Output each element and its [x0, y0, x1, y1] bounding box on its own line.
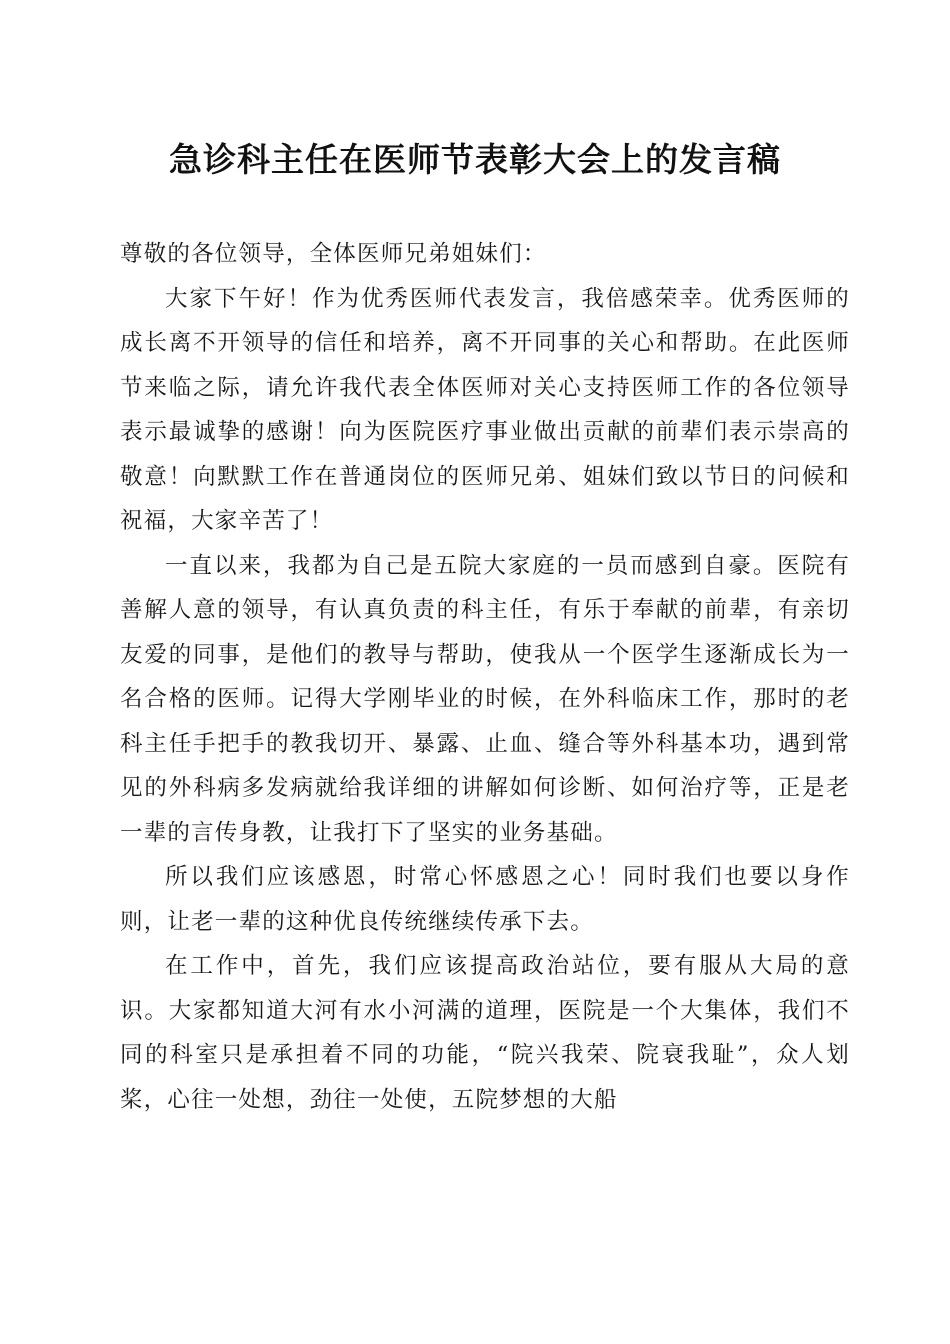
paragraph-1: 大家下午好！作为优秀医师代表发言，我倍感荣幸。优秀医师的成长离不开领导的信任和培养，离不开同事的关心和帮助。在此医师节来临之际，请允许我代表全体医师对关心支持医师工作的各位领导表示最诚挚的感谢！向为医院医疗事业做出贡献的前辈们表示崇高的敬意！向默默工作在普通岗位的医师兄弟、姐妹们致以节日的问候和祝福，大家辛苦了！ [120, 285, 850, 534]
salutation: 尊敬的各位领导，全体医师兄弟姐妹们： [120, 241, 547, 267]
document-title: 急诊科主任在医师节表彰大会上的发言稿 [169, 140, 781, 179]
paragraph-2: 一直以来，我都为自己是五院大家庭的一员而感到自豪。医院有善解人意的领导，有认真负责的科主任，有乐于奉献的前辈，有亲切友爱的同事，是他们的教导与帮助，使我从一个医学生逐渐成长为一名合格的医师。记得大学刚毕业的时候，在外科临床工作，那时的老科主任手把手的教我切开、暴露、止血、缝合等外科基本功，遇到常见的外科病多发病就给我详细的讲解如何诊断、如何治疗等，正是老一辈的言传身教，让我打下了坚实的业务基础。 [120, 552, 850, 846]
paragraph-3: 所以我们应该感恩，时常心怀感恩之心！同时我们也要以身作则，让老一辈的这种优良传统继续传承下去。 [120, 864, 850, 935]
document-body [120, 232, 850, 1122]
paragraph-4: 在工作中，首先，我们应该提高政治站位，要有服从大局的意识。大家都知道大河有水小河满的道理，医院是一个大集体，我们不同的科室只是承担着不同的功能，“院兴我荣、院衰我耻”，众人划桨，心往一处想，劲往一处使，五院梦想的大船 [120, 953, 850, 1113]
